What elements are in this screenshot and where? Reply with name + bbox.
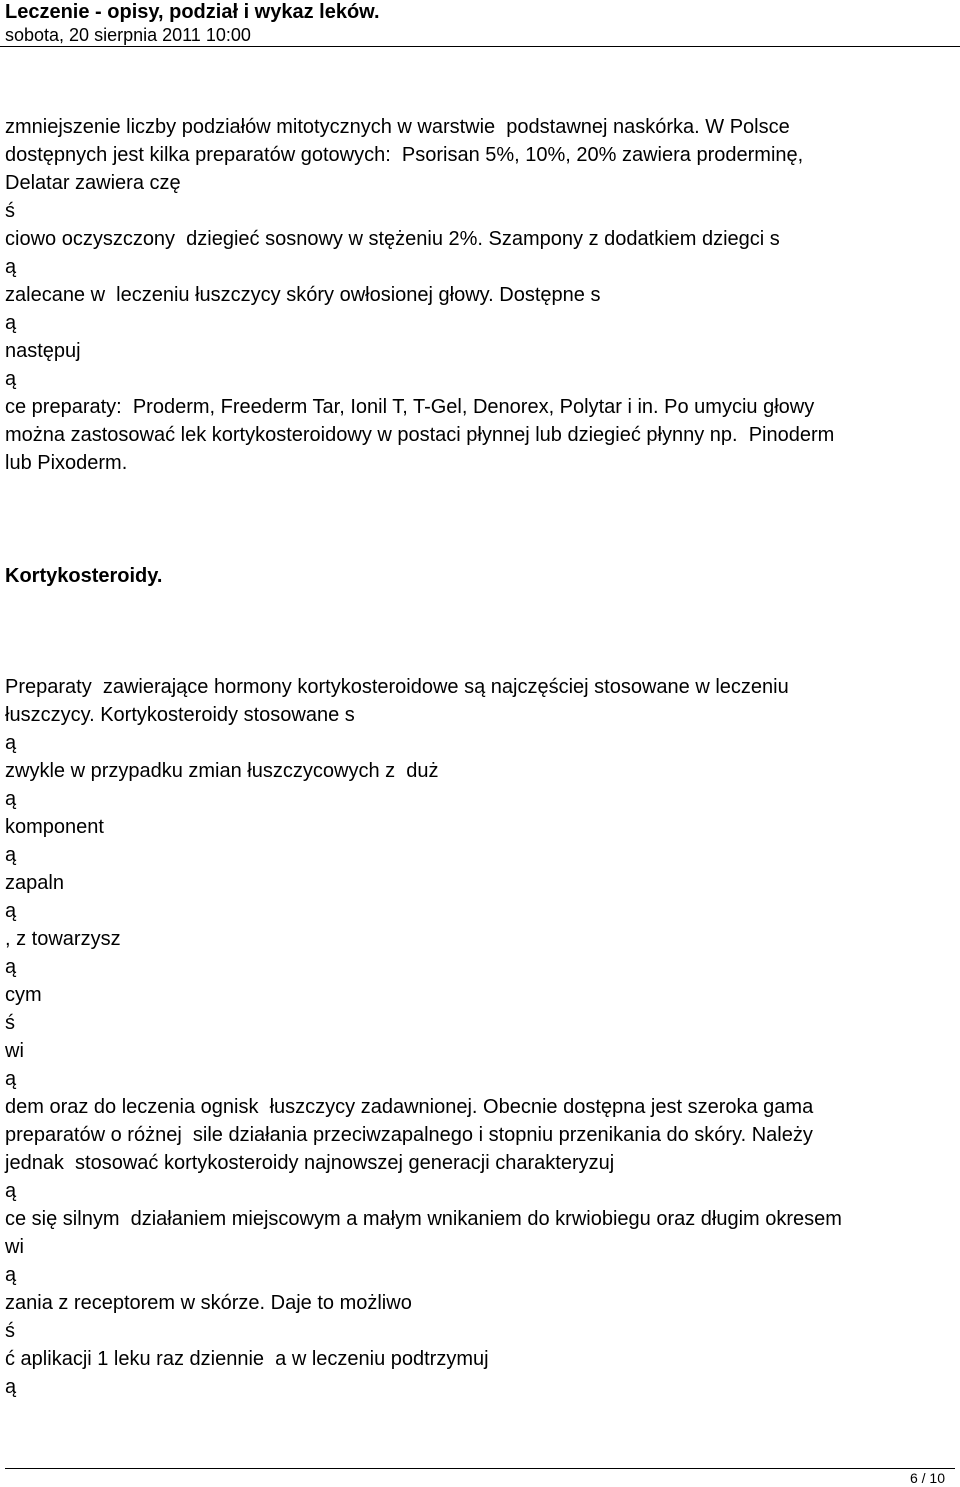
text-line: wi <box>5 1236 24 1258</box>
text-line: cym <box>5 984 42 1006</box>
text-line: zania z receptorem w skórze. Daje to możliwo <box>5 1292 412 1314</box>
page-header <box>5 0 955 46</box>
text-line: Delatar zawiera czę <box>5 172 181 194</box>
page-number: 6 / 10 <box>909 1470 945 1486</box>
text-line: ą <box>5 900 17 922</box>
document-title: Leczenie - opisy, podział i wykaz leków. <box>5 1 380 23</box>
text-line: ś <box>5 1320 15 1342</box>
section-heading: Kortykosteroidy. <box>5 565 163 587</box>
text-line: dem oraz do leczenia ognisk łuszczycy zadawnionej. Obecnie dostępna jest szeroka gama <box>5 1096 814 1118</box>
text-line: ce się silnym działaniem miejscowym a małym wnikaniem do krwiobiegu oraz długim okresem <box>5 1208 842 1230</box>
text-line: ą <box>5 788 17 810</box>
text-line: zalecane w leczeniu łuszczycy skóry owłosionej głowy. Dostępne s <box>5 284 601 306</box>
text-line: , z towarzysz <box>5 928 121 950</box>
document-date: sobota, 20 sierpnia 2011 10:00 <box>5 25 251 45</box>
text-line: wi <box>5 1040 24 1062</box>
text-line: zapaln <box>5 872 64 894</box>
text-line: ą <box>5 256 17 278</box>
text-line: zmniejszenie liczby podziałów mitotycznych w warstwie podstawnej naskórka. W Polsce <box>5 116 790 138</box>
text-line: łuszczycy. Kortykosteroidy stosowane s <box>5 704 355 726</box>
text-line: zwykle w przypadku zmian łuszczycowych z duż <box>5 760 439 782</box>
paragraph-tar-preparations <box>5 113 955 477</box>
text-line: ą <box>5 956 17 978</box>
text-line: ś <box>5 200 15 222</box>
text-line: ą <box>5 1068 17 1090</box>
text-line: Preparaty zawierające hormony kortykosteroidowe są najczęściej stosowane w leczeniu <box>5 676 789 698</box>
header-divider <box>0 46 960 47</box>
paragraph-corticosteroids <box>5 673 955 1401</box>
text-line: ą <box>5 732 17 754</box>
text-line: komponent <box>5 816 104 838</box>
text-line: ciowo oczyszczony dziegieć sosnowy w stężeniu 2%. Szampony z dodatkiem dziegci s <box>5 228 780 250</box>
text-line: ce preparaty: Proderm, Freederm Tar, Ionil T, T-Gel, Denorex, Polytar i in. Po umyciu głowy <box>5 396 815 418</box>
text-line: ą <box>5 312 17 334</box>
text-line: ś <box>5 1012 15 1034</box>
text-line: ą <box>5 1376 17 1398</box>
text-line: ą <box>5 1264 17 1286</box>
text-line: dostępnych jest kilka preparatów gotowych: Psorisan 5%, 10%, 20% zawiera proderminę, <box>5 144 804 166</box>
text-line: preparatów o różnej sile działania przeciwzapalnego i stopniu przenikania do skóry. Należy <box>5 1124 813 1146</box>
text-line: ą <box>5 368 17 390</box>
text-line: można zastosować lek kortykosteroidowy w postaci płynnej lub dziegieć płynny np. Pinoderm <box>5 424 835 446</box>
text-line: ć aplikacji 1 leku raz dziennie a w leczeniu podtrzymuj <box>5 1348 489 1370</box>
text-line: lub Pixoderm. <box>5 452 128 474</box>
text-line: ą <box>5 1180 17 1202</box>
text-line: następuj <box>5 340 81 362</box>
text-line: ą <box>5 844 17 866</box>
section-heading-wrapper <box>5 562 955 590</box>
footer-divider <box>5 1468 955 1469</box>
text-line: jednak stosować kortykosteroidy najnowszej generacji charakteryzuj <box>5 1152 615 1174</box>
